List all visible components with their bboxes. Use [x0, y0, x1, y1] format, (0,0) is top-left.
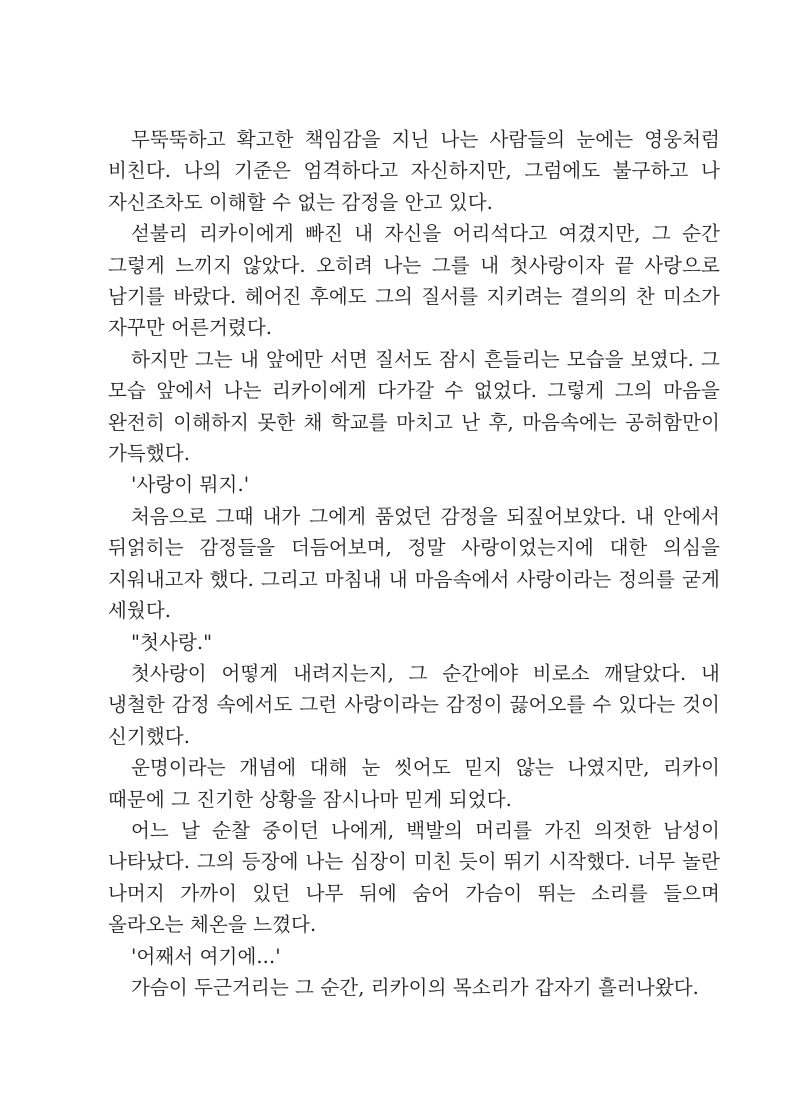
dialogue-line: "첫사랑.": [131, 630, 213, 654]
paragraph: 하지만 그는 내 앞에만 서면 질서도 잠시 흔들리는 모습을 보였다. 그 모습 앞에서 나는 리카이에게 다가갈 수 없었다. 그렇게 그의 마음을 완전히 이해하지 못한 채 학교를 마치고 난 후, 마음속에는 공허함만이 가득했다.: [108, 347, 720, 466]
paragraph: 운명이라는 개념에 대해 눈 씻어도 믿지 않는 나였지만, 리카이 때문에 그 진기한 상황을 잠시나마 믿게 되었다.: [108, 756, 720, 811]
paragraph: 어느 날 순찰 중이던 나에게, 백발의 머리를 가진 의젓한 남성이 나타났다. 그의 등장에 나는 심장이 미친 듯이 뛰기 시작했다. 너무 놀란 나머지 가까이 있던 나무 뒤에 숨어 가슴이 뛰는 소리를 들으며 올라오는 체온을 느꼈다.: [108, 818, 720, 937]
inner-thought: '사랑이 뭐지.': [131, 473, 250, 497]
story-text: [108, 124, 720, 1003]
paragraph: 첫사랑이 어떻게 내려지는지, 그 순간에야 비로소 깨달았다. 내 냉철한 감정 속에서도 그런 사랑이라는 감정이 끓어오를 수 있다는 것이 신기했다.: [108, 661, 720, 748]
paragraph: 무뚝뚝하고 확고한 책임감을 지닌 나는 사람들의 눈에는 영웅처럼 비친다. 나의 기준은 엄격하다고 자신하지만, 그럼에도 불구하고 나 자신조차도 이해할 수 없는 감정을 안고 있다.: [108, 128, 720, 214]
inner-thought: '어째서 여기에...': [131, 944, 281, 968]
paragraph: 섣불리 리카이에게 빠진 내 자신을 어리석다고 여겼지만, 그 순간 그렇게 느끼지 않았다. 오히려 나는 그를 내 첫사랑이자 끝 사랑으로 남기를 바랐다. 헤어진 후에도 그의 질서를 지키려는 결의의 찬 미소가 자꾸만 어른거렸다.: [108, 222, 720, 340]
paragraph: 처음으로 그때 내가 그에게 품었던 감정을 되짚어보았다. 내 안에서 뒤얽히는 감정들을 더듬어보며, 정말 사랑이었는지에 대한 의심을 지워내고자 했다. 그리고 마침내 내 마음속에서 사랑이라는 정의를 굳게 세웠다.: [108, 504, 720, 623]
paragraph: 가슴이 두근거리는 그 순간, 리카이의 목소리가 갑자기 흘러나왔다.: [131, 975, 699, 999]
